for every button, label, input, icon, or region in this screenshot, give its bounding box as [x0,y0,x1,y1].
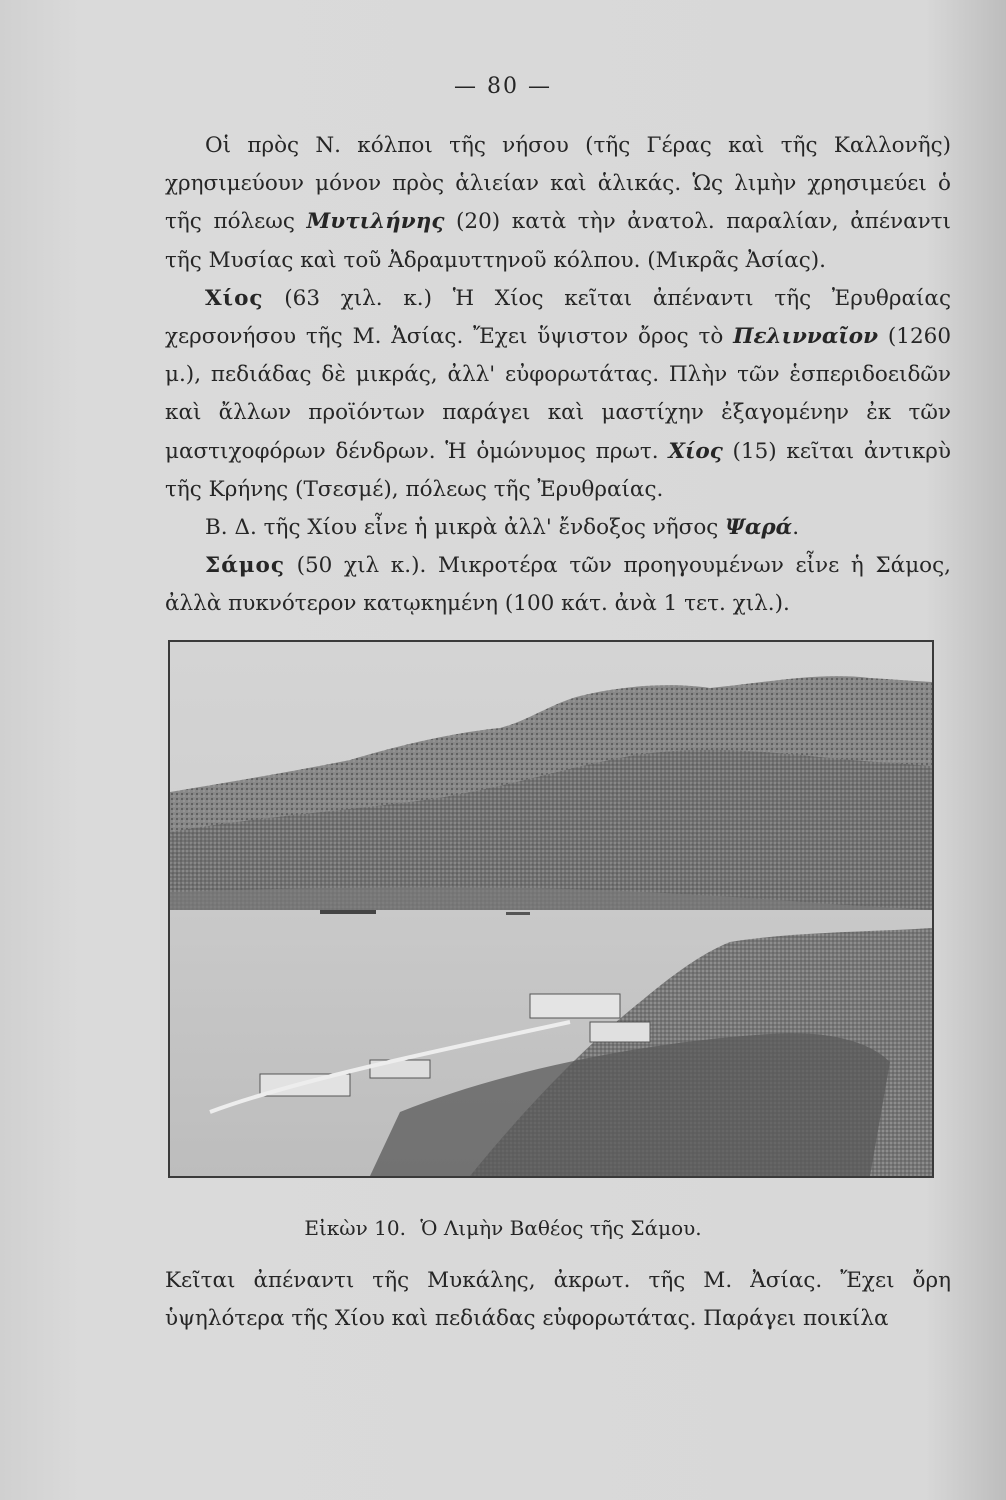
paragraph-text: (15) κεῖται ἀντικρὺ τῆς Κρήνης (Τσεσμέ), πόλεως τῆς Ἐρυθραίας. [165,438,951,502]
paragraph-text: (63 χιλ. κ.) Ἡ Χίος κεῖται ἀπέναντι τῆς Ἐρυθραίας χερσονήσου τῆς Μ. Ἀσίας. Ἔχει ὕψιστον ὄρος τὸ [165,285,951,350]
figure-caption [0,1216,1006,1240]
continued-text [165,1262,951,1338]
harbor-illustration [170,642,932,1176]
city-name-chios: Χίος [668,438,723,464]
paragraph-lesbos [165,127,951,280]
paragraph-samos-continued [165,1262,951,1338]
page-number: — 80 — [454,74,552,99]
figure-label: Εἰκὼν 10. [304,1216,406,1240]
paragraph-text: (50 χιλ κ.). Μικροτέρα τῶν προηγουμένων εἶνε ἡ Σάμος, ἀλλὰ πυκνότερον κατῳκημένη (100 κάτ. ἀνὰ 1 τετ. χιλ.). [165,553,951,617]
boat [320,910,376,914]
city-name-mytilene: Μυτιλήνης [306,209,445,235]
figure-caption-text: Ὁ Λιμὴν Βαθέος τῆς Σάμου. [420,1216,702,1240]
mountain-name: Πελινναῖον [733,324,879,350]
boat [506,912,530,915]
paragraph-text: (1260 μ.), πεδιάδας δὲ μικράς, ἀλλ' εὐφορωτάτας. Πλὴν τῶν ἑσπεριδοειδῶν καὶ ἄλλων προϊόντων παράγει καὶ μαστίχην ἐξαγομένην ἐκ τῶν μαστιχοφόρων δένδρων. Ἡ ὁμώνυμος πρωτ. [165,324,951,464]
island-name-psara: Ψαρά [725,515,793,541]
section-heading-samos: Σάμος [205,553,285,579]
paragraph-text: Οἱ πρὸς Ν. κόλποι τῆς νήσου (τῆς Γέρας καὶ τῆς Καλλονῆς) χρησιμεύουν μόνον πρὸς ἁλιείαν καὶ ἁλικάς. Ὡς λιμὴν χρησιμεύει ὁ τῆς πόλεως [165,133,951,235]
paragraph-text: . [792,515,800,541]
paragraph-chios [165,280,951,509]
paragraph-text: Β. Δ. τῆς Χίου εἶνε ἡ μικρὰ ἀλλ' ἔνδοξος νῆσος [205,515,726,541]
harbor-photograph [168,640,934,1178]
section-heading-chios: Χίος [205,285,264,311]
harbor-building [590,1022,650,1042]
paragraph-text: (20) κατὰ τὴν ἀνατολ. παραλίαν, ἀπέναντι τῆς Μυσίας καὶ τοῦ Ἀδραμυττηνοῦ κόλπου. (Μικρᾶς Ἀσίας). [165,209,951,273]
paragraph-psara [165,509,951,547]
main-text [165,127,951,624]
paragraph-samos [165,547,951,623]
harbor-building [530,994,620,1018]
paragraph-text: Κεῖται ἀπέναντι τῆς Μυκάλης, ἀκρωτ. τῆς Μ. Ἀσίας. Ἔχει ὄρη ὑψηλότερα τῆς Χίου καὶ πεδιάδας εὐφορωτάτας. Παράγει ποικίλα [165,1268,951,1332]
